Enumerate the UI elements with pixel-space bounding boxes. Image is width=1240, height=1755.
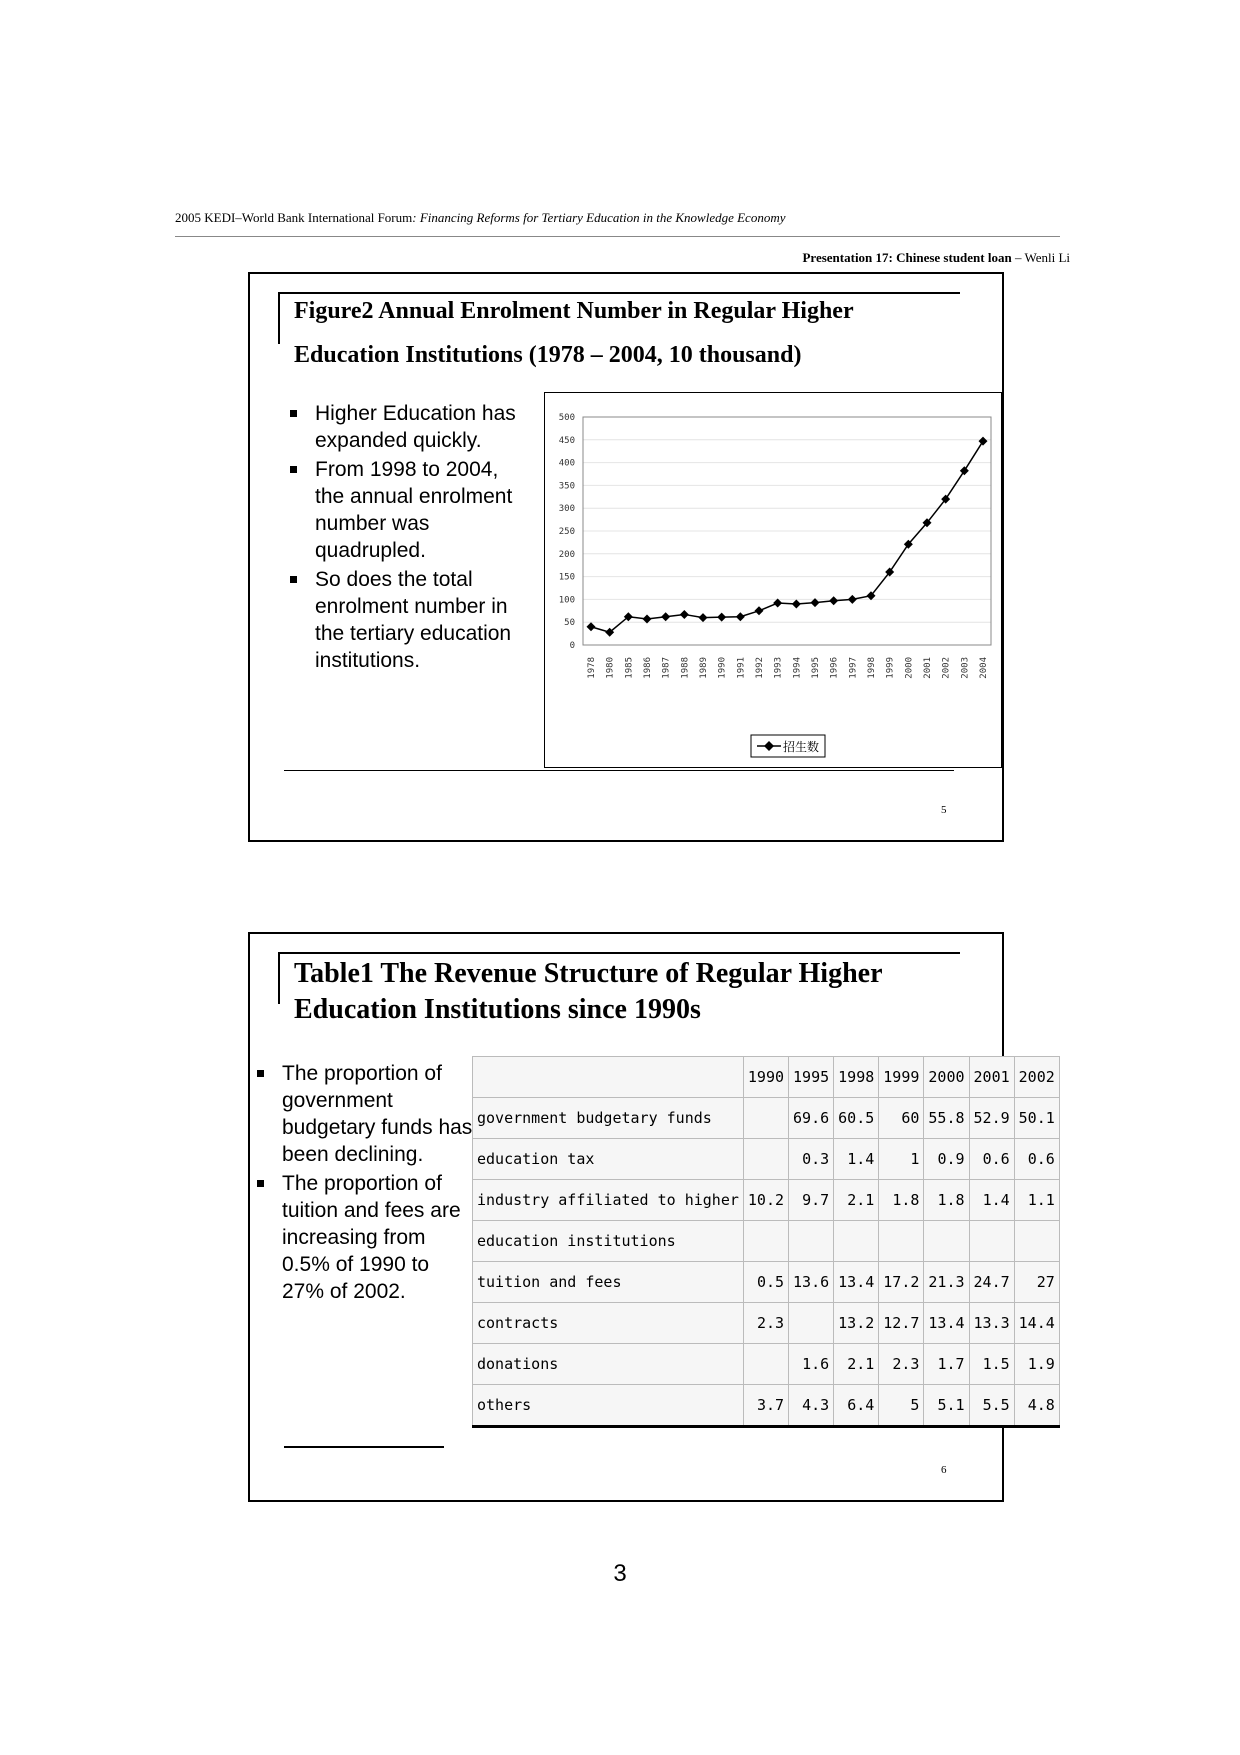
data-point <box>979 437 988 446</box>
x-tick-label: 1998 <box>867 657 877 679</box>
header-rule <box>175 236 1060 237</box>
slide-figure2 <box>248 272 1004 842</box>
table-cell <box>743 1221 788 1262</box>
x-tick-label: 2003 <box>960 657 971 679</box>
table-row <box>473 1303 1060 1344</box>
table-cell: 69.6 <box>789 1098 834 1139</box>
presentation-author: – Wenli Li <box>1011 250 1070 265</box>
revenue-table <box>472 1056 1060 1428</box>
enrolment-line-chart <box>545 393 1001 767</box>
table-cell: 4.8 <box>1014 1385 1059 1427</box>
data-point <box>717 613 726 622</box>
data-point <box>960 466 969 475</box>
x-tick-label: 1985 <box>624 657 635 679</box>
table-cell: 2.3 <box>743 1303 788 1344</box>
y-tick-label: 450 <box>558 435 575 446</box>
table-cell: 1.4 <box>834 1139 879 1180</box>
table-cell: 0.5 <box>743 1262 788 1303</box>
page-number: 3 <box>613 1560 627 1587</box>
slide-bullets <box>287 400 522 676</box>
y-tick-label: 200 <box>558 549 575 560</box>
data-point <box>736 612 745 621</box>
series-line <box>591 441 983 632</box>
table-cell: 24.7 <box>969 1262 1014 1303</box>
table-cell: 50.1 <box>1014 1098 1059 1139</box>
chart-gridlines <box>583 417 991 645</box>
slide-table1 <box>248 932 1055 1502</box>
row-label: education tax <box>473 1139 744 1180</box>
table-cell: 1.7 <box>924 1344 969 1385</box>
series-enrolment <box>587 437 988 637</box>
x-tick-label: 2000 <box>904 657 915 679</box>
bullet-item: Higher Education has expanded quickly. <box>287 400 522 454</box>
table-cell: 0.6 <box>1014 1139 1059 1180</box>
forum-subtitle: : Financing Reforms for Tertiary Education in the Knowledge Economy <box>412 210 786 225</box>
table-cell: 1.8 <box>879 1180 924 1221</box>
slide-title-line2: Education Institutions since 1990s <box>294 994 701 1025</box>
table-cell: 17.2 <box>879 1262 924 1303</box>
table-header-cell: 1999 <box>879 1057 924 1098</box>
table-cell: 1 <box>879 1139 924 1180</box>
x-tick-label: 1991 <box>736 657 747 679</box>
table-header-cell: 1995 <box>789 1057 834 1098</box>
table-cell <box>924 1221 969 1262</box>
table-cell: 3.7 <box>743 1385 788 1427</box>
table-cell: 27 <box>1014 1262 1059 1303</box>
bullet-item: The proportion of tuition and fees are increasing from 0.5% of 1990 to 27% of 2002. <box>254 1170 474 1305</box>
row-label: contracts <box>473 1303 744 1344</box>
table-cell: 1.4 <box>969 1180 1014 1221</box>
table-cell: 55.8 <box>924 1098 969 1139</box>
table-cell <box>789 1303 834 1344</box>
table-cell: 14.4 <box>1014 1303 1059 1344</box>
table-cell: 52.9 <box>969 1098 1014 1139</box>
data-point <box>755 606 764 615</box>
x-axis-ticks <box>587 657 989 679</box>
bullet-item: The proportion of government budgetary funds has been declining. <box>254 1060 474 1168</box>
table-cell: 13.6 <box>789 1262 834 1303</box>
y-tick-label: 150 <box>558 572 575 583</box>
table-cell: 6.4 <box>834 1385 879 1427</box>
slide-title-line1: Table1 The Revenue Structure of Regular Higher <box>294 958 883 989</box>
x-tick-label: 1997 <box>848 657 859 679</box>
legend-label: 招生数 <box>783 740 820 754</box>
table-header-cell: 2000 <box>924 1057 969 1098</box>
table-cell: 1.9 <box>1014 1344 1059 1385</box>
enrolment-chart <box>544 392 1002 768</box>
table-cell <box>743 1098 788 1139</box>
table-cell <box>834 1221 879 1262</box>
y-tick-label: 350 <box>558 481 575 492</box>
slide-bullets <box>254 1060 474 1307</box>
table-cell: 0.9 <box>924 1139 969 1180</box>
data-point <box>587 622 596 631</box>
y-tick-label: 100 <box>558 595 575 606</box>
forum-name: 2005 KEDI–World Bank International Forum <box>175 210 413 225</box>
table-header-cell: 2001 <box>969 1057 1014 1098</box>
y-tick-label: 500 <box>558 413 575 423</box>
table-cell: 1.5 <box>969 1344 1014 1385</box>
x-tick-label: 1992 <box>755 657 765 679</box>
table-cell: 10.2 <box>743 1180 788 1221</box>
table-cell: 1.6 <box>789 1344 834 1385</box>
slide-footer-rule <box>284 770 954 771</box>
x-tick-label: 1989 <box>699 657 709 679</box>
slide-title-line2: Education Institutions (1978 – 2004, 10 thousand) <box>294 342 802 368</box>
y-axis-ticks <box>559 413 575 651</box>
x-tick-label: 1987 <box>661 657 672 679</box>
table-cell: 12.7 <box>879 1303 924 1344</box>
row-label: tuition and fees <box>473 1262 744 1303</box>
slide-footer-rule <box>284 1446 444 1448</box>
table-cell: 0.3 <box>789 1139 834 1180</box>
chart-legend <box>751 735 825 757</box>
data-point <box>680 610 689 619</box>
bullet-item: So does the total enrolment number in the tertiary education institutions. <box>287 566 522 674</box>
table-cell: 1.1 <box>1014 1180 1059 1221</box>
table-cell: 21.3 <box>924 1262 969 1303</box>
table-cell: 1.8 <box>924 1180 969 1221</box>
table-row <box>473 1221 1060 1262</box>
data-point <box>848 595 857 604</box>
table-cell: 13.4 <box>834 1262 879 1303</box>
table-row <box>473 1344 1060 1385</box>
row-label: donations <box>473 1344 744 1385</box>
table-cell <box>743 1139 788 1180</box>
data-point <box>829 596 838 605</box>
data-point <box>699 613 708 622</box>
table-cell: 5.5 <box>969 1385 1014 1427</box>
table-cell: 4.3 <box>789 1385 834 1427</box>
presentation-line <box>802 250 1070 266</box>
y-tick-label: 250 <box>558 527 575 537</box>
table-row <box>473 1262 1060 1303</box>
slide-number: 6 <box>941 1464 947 1476</box>
table-header-row <box>473 1057 1060 1098</box>
x-tick-label: 1993 <box>773 657 784 679</box>
presentation-title: Presentation 17: Chinese student loan <box>802 250 1012 265</box>
table-header-cell: 2002 <box>1014 1057 1059 1098</box>
table-cell <box>473 1057 744 1098</box>
table-row <box>473 1180 1060 1221</box>
y-tick-label: 400 <box>558 458 575 469</box>
x-tick-label: 1990 <box>717 657 728 679</box>
forum-header <box>175 210 785 226</box>
table-cell: 2.1 <box>834 1344 879 1385</box>
table-cell: 2.1 <box>834 1180 879 1221</box>
x-tick-label: 1978 <box>587 657 597 679</box>
table-cell: 0.6 <box>969 1139 1014 1180</box>
table-cell: 13.2 <box>834 1303 879 1344</box>
x-tick-label: 2001 <box>923 657 933 679</box>
table-cell: 9.7 <box>789 1180 834 1221</box>
row-label: government budgetary funds <box>473 1098 744 1139</box>
data-point <box>792 599 801 608</box>
x-tick-label: 1988 <box>680 657 691 679</box>
table-cell <box>1014 1221 1059 1262</box>
table-row <box>473 1385 1060 1427</box>
table-header-cell: 1998 <box>834 1057 879 1098</box>
table-cell: 13.4 <box>924 1303 969 1344</box>
y-tick-label: 0 <box>569 641 575 651</box>
y-tick-label: 50 <box>564 618 575 629</box>
x-tick-label: 2002 <box>941 657 952 679</box>
slide-title-line1: Figure2 Annual Enrolment Number in Regular Higher <box>294 298 854 324</box>
table-cell <box>969 1221 1014 1262</box>
table-cell: 2.3 <box>879 1344 924 1385</box>
table-cell: 5 <box>879 1385 924 1427</box>
y-tick-label: 300 <box>558 504 575 515</box>
table-row <box>473 1139 1060 1180</box>
table-cell: 60 <box>879 1098 924 1139</box>
x-tick-label: 1995 <box>811 657 821 679</box>
table-cell: 5.1 <box>924 1385 969 1427</box>
table-cell: 60.5 <box>834 1098 879 1139</box>
table-row <box>473 1098 1060 1139</box>
table-cell <box>879 1221 924 1262</box>
x-tick-label: 1980 <box>605 657 616 679</box>
bullet-item: From 1998 to 2004, the annual enrolment number was quadrupled. <box>287 456 522 564</box>
x-tick-label: 1994 <box>792 657 803 679</box>
table-cell <box>743 1344 788 1385</box>
slide-number: 5 <box>941 804 947 816</box>
row-label: industry affiliated to higher <box>473 1180 744 1221</box>
x-tick-label: 2004 <box>979 657 989 679</box>
row-label: education institutions <box>473 1221 744 1262</box>
x-tick-label: 1986 <box>643 657 653 679</box>
table-header-cell: 1990 <box>743 1057 788 1098</box>
row-label: others <box>473 1385 744 1427</box>
table-cell: 13.3 <box>969 1303 1014 1344</box>
x-tick-label: 1996 <box>829 657 840 679</box>
x-tick-label: 1999 <box>885 657 896 679</box>
data-point <box>661 612 670 621</box>
table-cell <box>789 1221 834 1262</box>
